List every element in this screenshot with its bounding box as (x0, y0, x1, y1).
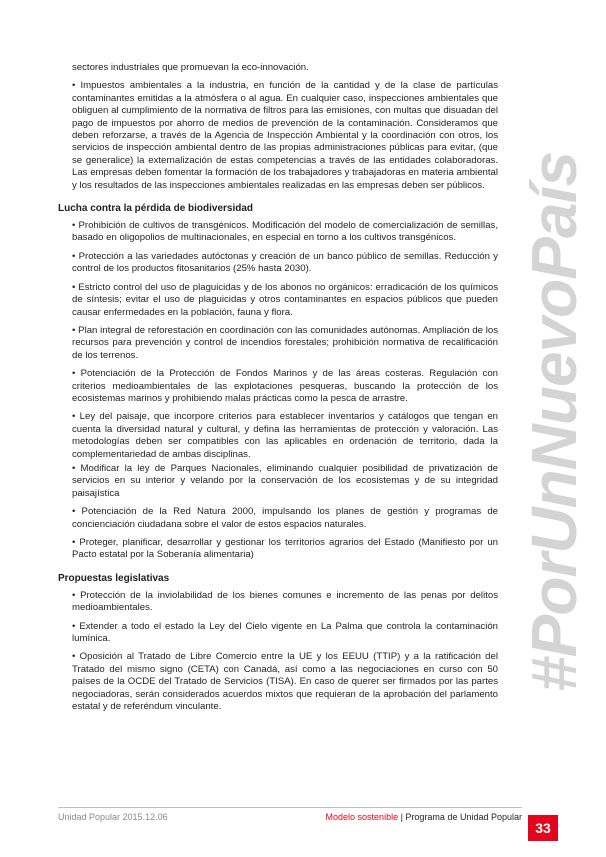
list-item: • Protección de la inviolabilidad de los bienes comunes e incremento de las penas por delitos medioambientales. (72, 589, 498, 614)
page-number: 33 (528, 815, 558, 841)
footer-program-label: Programa de Unidad Popular (405, 812, 522, 822)
section-heading-biodiversidad: Lucha contra la pérdida de biodiversidad (58, 203, 254, 215)
footer (58, 812, 522, 822)
list-item: • Oposición al Tratado de Libre Comercio entre la UE y los EEUU (TTIP) y a la ratificación del Tratado del mismo signo (CETA) con Canadá, así como a las negociaciones en curso con 50 países de la OCDE del Tratado de Servicios (TISA). En caso de querer ser firmados por las partes negociadoras, serán considerados acuerdos mixtos que requieran de la aprobación del parlamento estatal y de referéndum vinculante. (72, 651, 498, 713)
list-item: • Protección a las variedades autóctonas y creación de un banco público de semillas. Reducción y control de los productos fitosanitarios (25% hasta 2030). (72, 250, 498, 275)
list-item: • Estricto control del uso de plaguicidas y de los abonos no orgánicos: erradicación de los químicos de síntesis; evitar el uso de plaguicidas y otros contaminantes en espacios públicos que pueden causar enfermedades en la población, fauna y flora. (72, 281, 498, 318)
footer-section-label: Modelo sostenible (325, 812, 399, 822)
footer-separator: | (398, 812, 406, 822)
footer-divider (58, 807, 522, 808)
sidebar-slogan: #PorUnNuevoPaís (518, 152, 590, 692)
list-item: • Prohibición de cultivos de transgénicos. Modificación del modelo de comercialización de semillas, basado en oligopolios de multinacionales, en especial en torno a los cultivos transgénicos. (72, 220, 498, 244)
impuestos-paragraph: • Impuestos ambientales a la industria, en función de la cantidad y de la clase de partículas contaminantes emitidas a la atmósfera o al agua. En cualquier caso, inspecciones ambientales que obliguen al cumplimiento de la normativa de filtros para las emisiones, con multas que disuadan del pago de impuestos por ahorro de medios de prevención de la contaminación. Consideramos que deben reforzarse, a través de la Agencia de Inspección Ambiental y la coordinación con otros, los servicios de inspección ambiental dentro de las propias administraciones públicas para evitar, (que se generalice) la externalización de estas competencias a través de las entidades colaboradoras. Las empresas deben fomentar la formación de los trabajadores y trabajadoras en materia ambiental y los resultados de las inspecciones ambientales realizadas en las empresas deben ser públicos. (72, 80, 498, 191)
footer-date: Unidad Popular 2015.12.06 (58, 812, 168, 822)
main-content (58, 62, 498, 719)
footer-program (326, 812, 522, 822)
list-item: • Proteger, planificar, desarrollar y gestionar los territorios agrarios del Estado (Manifiesto por un Pacto estatal por la Soberanía alimentaria) (72, 537, 498, 561)
list-item: • Modificar la ley de Parques Nacionales, eliminando cualquier posibilidad de privatización de servicios en su interior y velando por la conservación de los ecosistemas y de su integridad paisajística (72, 462, 498, 499)
section-heading-propuestas: Propuestas legislativas (58, 572, 170, 584)
intro-paragraph: sectores industriales que promuevan la eco-innovación. (72, 62, 309, 73)
list-item: • Ley del paisaje, que incorpore criterios para establecer inventarios y catálogos que tengan en cuenta la diversidad natural y cultural, y defina las herramientas de protección y valoración. Las metodologías deben ser compatibles con las aplicables en ordenación de territorio, dada la complementariedad de ambas disciplinas. (72, 411, 498, 460)
list-item: • Potenciación de la Red Natura 2000, impulsando los planes de gestión y programas de concienciación ciudadana sobre el valor de estos espacios naturales. (72, 506, 498, 530)
sidebar-slogan-container (518, 62, 590, 782)
list-item: • Extender a todo el estado la Ley del Cielo vigente en La Palma que controla la contaminación lumínica. (72, 620, 498, 645)
list-item: • Plan integral de reforestación en coordinación con las comunidades autónomas. Ampliación de los recursos para prevención y control de incendios forestales; prohibición normativa de recalificación de los terrenos. (72, 324, 498, 361)
list-item: • Potenciación de la Protección de Fondos Marinos y de las áreas costeras. Regulación con criterios medioambientales de las explotaciones pesqueras, buscando la protección de los ecosistemas marinos y prohibiendo malas prácticas como la pesca de arrastre. (72, 368, 498, 404)
